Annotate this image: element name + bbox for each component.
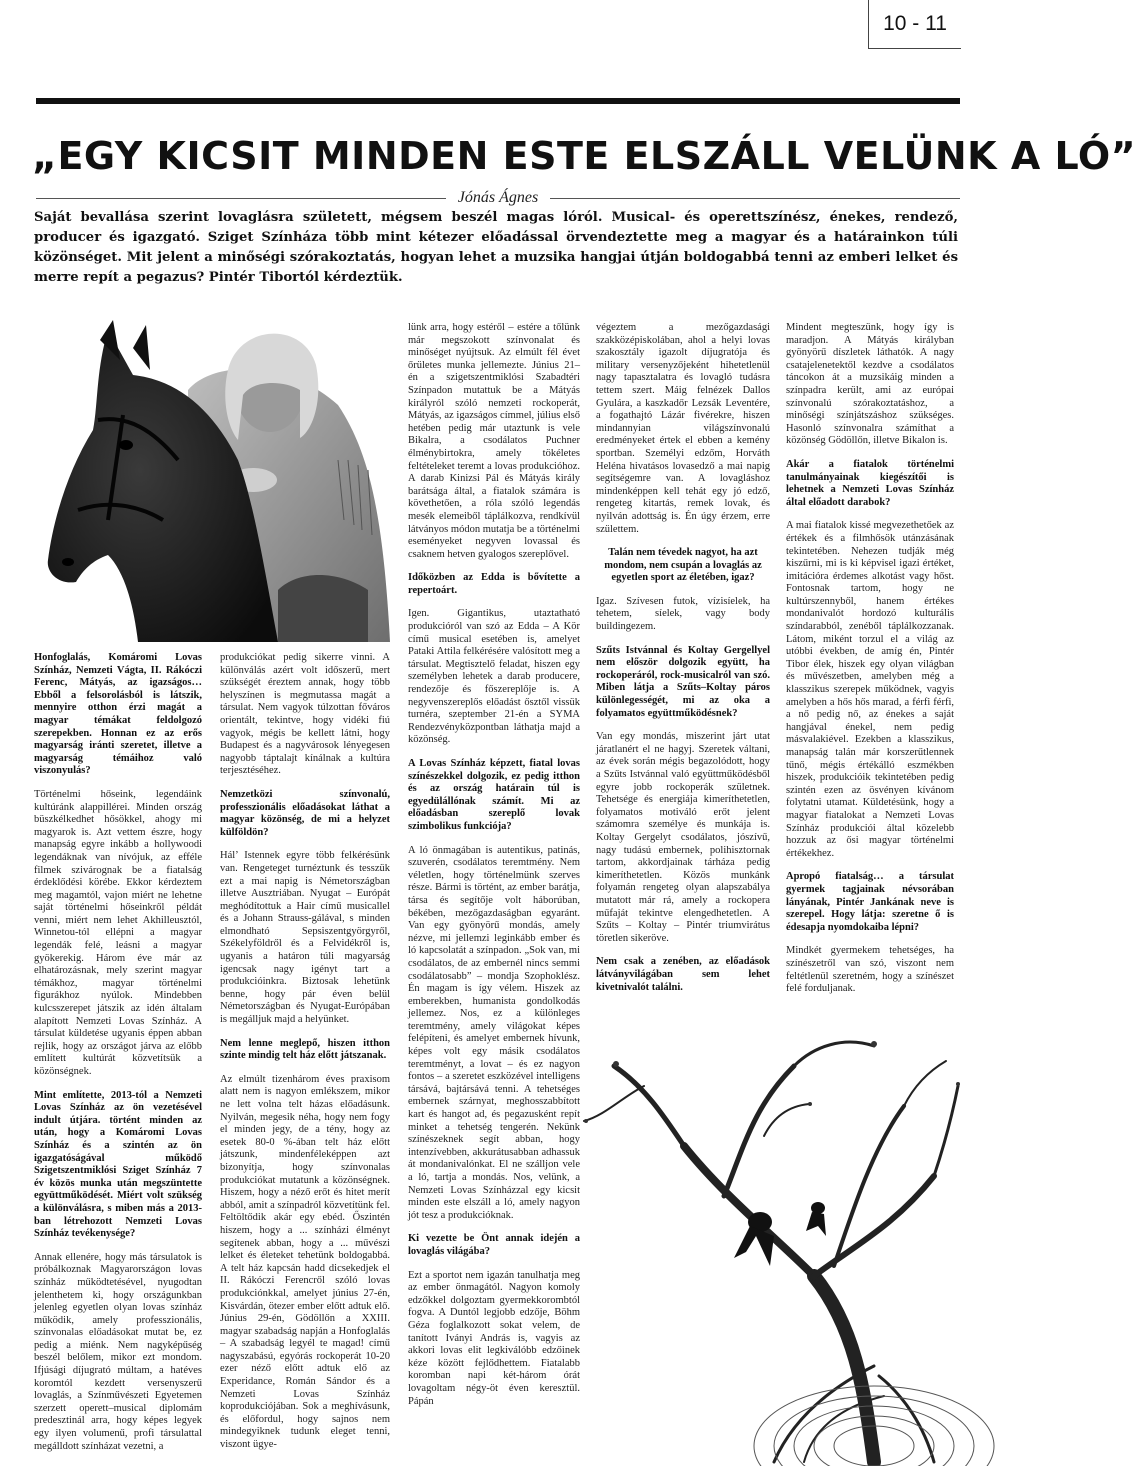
byline-rule-right <box>550 198 960 199</box>
question-paragraph: Mint említette, 2013-tól a Nemzeti Lovas Színház az ön vezetésével indult útjára. történt minden az után, hogy a Komáromi Lovas Színház és a szintén az ön igazgatóságával működő Szigetszentmiklósi Sziget Színház 7 év közös munka után megszüntette együttműködését. Miért volt szükség a különválásra, s miben más a 2013-ban létrehozott Nemzeti Lovas Színház tevékenysége? <box>34 1089 202 1240</box>
answer-paragraph: A ló önmagában is autentikus, patinás, szuverén, csodálatos teremtmény. Nem véletlen, hogy történelmünk szerves része. Bármi is történt, az ember barátja, társa és segítője volt háborúban, békében, mezőgazdaságban egyaránt. Van egy gyönyörű mondás, amely nézve, mi jellemzi leginkább ember és ló kapcsolatát a színpadon. „Sok van, mi csodálatos, de az embernél nincs semmi csodálatosabb” – mondja Szophoklész. Én magam is így vélem. Hiszek az emberekben, humanista gondolkodás jellemez. Nos, ez a különleges teremtmény, amely világokat képes felépíteni, és amelyet embernek hívunk, képes volt egy másik csodálatos teremtményt, a lovat – és ez nagyon fontos – a szeretet eszközével intelligens társává, bajtársává tenni. A tehetséges embernek szárnyat, meghosszabbított kart és hangot ad, és pegazusként repít minket a tehetség tengerén. Nekünk színészeknek segít abban, hogy intenzívebben, akkurátusabban adhassuk át mondanivalónkat. El ne szálljon vele a ló, tartja a mondás. Nos, velünk, a Nemzeti Lovas Színházzal egy kicsit minden este elszáll a ló, amely nagyon jót tesz a produkcióknak. <box>408 844 580 1221</box>
answer-paragraph: Mindent megteszünk, hogy így is maradjon. A Mátyás királyban gyönyörű díszletek láthatók. A nagy csatajelenetektől kezdve a csodálatos táncokon át a muzsikáig minden a színpadra került, ami az európai színvonalú szórakoztatáshoz, a minőségi színjátszáshoz szükséges. Hasonló színvonalra számíthat a közönség Gödöllőn, illetve Bikalon is. <box>786 322 954 447</box>
question-paragraph: Talán nem tévedek nagyot, ha azt mondom, nem csupán a lovaglás az egyetlen sport az életében, igaz? <box>604 547 762 584</box>
byline-row <box>36 186 960 210</box>
answer-paragraph: Ezt a sportot nem igazán tanulhatja meg az ember önmagától. Nagyon komoly edzőkkel dolgoztam gyermekkorombtól fogva. A Duntól legjobb edzője, Böhm Géza foglalkozott sokat velem, de tanított Iványi András is, vagyis az akkori lovas elit legkiválóbb edzőinek kéze között fejlődhettem. Fiatalabb koromban napi két-három órát lovagoltam négy-öt éven keresztül. Pápán <box>408 1269 580 1407</box>
top-rule <box>36 98 960 104</box>
answer-paragraph: Annak ellenére, hogy más társulatok is próbálkoznak Magyarországon lovas színház működtetésével, nyugodtan jelenthetem ki, hogy országunkban jelenleg egyetlen olyan lovas színház működik, amely professzionális, színvonalas előadásokat mutat be, ez pedig a miénk. Nem nagyképűség beszél belőlem, mikor ezt mondom. Ifjúsági díjugrató múltam, a hatéves koromtól kezdett versenyszerű lovaglás, a Színművészeti Egyetemen szerzett operett–musical diplomám predesztinál arra, hogy képes legyek egy ilyen volumenű, profi társulattal megálldott színházat vezetni, a <box>34 1251 202 1452</box>
answer-paragraph: lünk arra, hogy estéről – estére a tőlünk már megszokott színvonalat és minőséget nyújtsuk. Az elmúlt fél évet őrületes munka jellemezte. Június 21– én a szigetszentmiklósi Szabadtéri Színpadon mutattuk be a Mátyás királyról szóló nemzeti rockoperát, Mátyás, az igazságos címmel, július első hetében pedig már utaztunk is vele Bikalra, a csodálatos Puchner élménybirtokra, amely tökéletes feltételeket teremt a lovas produkcióhoz. A darab Kinizsi Pál és Mátyás király barátsága által, a fiatalok számára is követhetően, a róla szóló legendás mesék elemeiből táplálkozva, rendkívül látványos módon mutatja be a történelmi eseményeket negyven lovassal és csaknem hetven gyalogos szereplővel. <box>408 322 580 560</box>
article-headline: „EGY KICSIT MINDEN ESTE ELSZÁLL VELÜNK A LÓ” <box>32 134 1136 178</box>
answer-paragraph: Mindkét gyermekem tehetséges, ha színészetről van szó, viszont nem feltétlenül szeretném, hogy a színészet felé forduljanak. <box>786 945 954 995</box>
article-column-3 <box>408 322 580 1419</box>
question-paragraph: Nem lenne meglepő, hiszen itthon szinte mindig telt ház előtt játszanak. <box>220 1037 390 1062</box>
question-paragraph: Ki vezette be Önt annak idején a lovaglás világába? <box>408 1233 580 1257</box>
horse-rider-photo-illustration <box>38 320 392 642</box>
article-column-1 <box>34 652 202 1464</box>
question-paragraph: Apropó fiatalság… a társulat gyermek tagjainak névsorában lányának, Pintér Jankának neve is szerepel. Hogy látja: szeretne ő is édesapja nyomdokaiba lépni? <box>786 871 954 933</box>
question-paragraph: A Lovas Színház képzett, fiatal lovas színészekkel dolgozik, ez pedig itthon és az ország határain túl is egyedülállónak számít. Mi az előadásban szereplő lovak szimbolikus funkciója? <box>408 758 580 832</box>
answer-paragraph: A mai fiatalok kissé megvezethetőek az értékek és a filmhősök utánzásának tekintetében. Nehezen tudják még kiszűrni, mi is ki képvisel igazi értéket, imitációra érdemes alkotást vagy hőst. Fontosnak tartom, hogy ne kultúrszennyből, hanem értékes mondanivalót hordozó kulturális színdarabból, zenéből táplálkozzanak. Látom, miként torzul el a világ az utóbbi években, de amíg én, Pintér Tibor élek, hiszek egy olyan világban és művészetben, amelyben még a klasszikus szerepek működnek, vagyis amelyben a hős hős marad, a férfi férfi, a nő pedig nő, az énekes a saját hangjával énekel, nem pedig másvalakiével. Ezekben a klasszikus, manapság talán már korszerűtlennek tűnő, mégis értékálló eszmékben hiszek, produkcióik tekintetében pedig szintén ezen az ösvényen kívánom folytatni utamat. Küldetésünk, hogy a magyar fiatalokat a Nemzeti Lovas Színház produkciói által közelebb hozzuk az ősi magyar történelmi értékekhez. <box>786 520 954 859</box>
question-paragraph: Nem csak a zenében, az előadások látványvilágában sem lehet kivetnivalót találni. <box>596 956 770 993</box>
question-paragraph: Akár a fiatalok történelmi tanulmányainak kiegészítői is lehetnek a Nemzeti Lovas Színház által előadott darabok? <box>786 458 954 508</box>
answer-paragraph: Történelmi hőseink, legendáink kultúránk alappillérei. Minden ország büszkélkedhet hősökkel, ahogy mi magyarok is. Azt vettem észre, hogy manapság egyre inkább a hollywoodi legendáknak van nívójuk, az efféle filmek szivárognak be a fiatalság érdeklődési körébe. Ekkor kérdeztem meg magamtól, vajon miért ne lehetne saját történelmi hőseinkről példát venni, miért nem lehet Akhilleusztól, Winnetou-tól ellépni a magyar legendák felé, leásni a magyar gyökerekig. Három éve már az elhatározásnak, mely szerint magyar témákhoz, magyar történelmi figurákhoz nyúlok. Mindebben kulcsszerepet játszik az idén általam alapított Nemzeti Lovas Színház. A társulat küldetése ugyanis éppen abban rejlik, hogy az országot járva az előbb említett kultúrát közvetítsük a közönségnek. <box>34 788 202 1077</box>
article-column-2 <box>220 652 390 1463</box>
lead-paragraph: Saját bevallása szerint lovaglásra született, mégsem beszél magas lóról. Musical- és operettszínész, énekes, rendező, producer és igazgató. Sziget Színháza több mint kétezer előadással örvendeztette meg a magyar és a határainkon túli közönséget. Mit jelent a minőségi szórakoztatás, hogyan lehet a muzsika hangjai útján boldogabbá tenni az emberi lelket és merre repít a pegazus? Pintér Tibortól kérdeztük. <box>34 210 958 285</box>
question-paragraph: Szűts Istvánnal és Koltay Gergellyel nem először dolgozik együtt, ha rockoperáról, rock-musicalról van szó. Miben látja a Szűts–Koltay páros különlegességét, mi az oka a folyamatos együttműködésnek? <box>596 644 770 719</box>
horse-rider-photo <box>38 320 392 642</box>
answer-paragraph: Igaz. Szívesen futok, vízisíelek, ha tehetem, síelek, vagy body buildingezem. <box>596 595 770 633</box>
answer-paragraph: Hál’ Istennek egyre több felkérésünk van. Rengeteget turnéztunk és tesszük ezt a mai napig is Németországban illetve Ausztriában. Nyugat – Európát meghódítottuk a Hair című musicallel és a Johann Strauss-gálával, s minden elmondható Sepsiszentgyörgyről, Székelyföldről és a Felvidékről is, ugyanis a határon túli magyarság igencsak nagy igényt tart a produkcióinkra. Biztosak lehetünk benne, hogy pár éven belül Németországban és Nyugat-Európában is megálljuk majd a helyünket. <box>220 850 390 1026</box>
answer-paragraph: produkciókat pedig sikerre vinni. A különválás azért volt időszerű, mert szükségét éreztem annak, hogy több helyszínen is megmutassa magát a társulat. Nem vagyok túlzottan főváros orientált, tekintve, hogy vidéki fiú vagyok, mégis be kellett látni, hogy Budapest és a nagyvárosok lényegesen nagyobb táptalajt kínálnak a kultúra terjesztéséhez. <box>220 652 390 777</box>
article-column-4 <box>596 322 770 1005</box>
page-number: 10 - 11 <box>868 0 961 49</box>
author-byline: Jónás Ágnes <box>457 189 539 206</box>
answer-paragraph: Az elmúlt tizenhárom éves praxisom alatt nem is nagyon emlékszem, mikor ne lett volna telt házas előadásunk. Nyilván, megesik néha, hogy nem fogy el minden jegy, de a tény, hogy az esetek 80-0 %-ában telt ház előtt játszunk, mindenféleképpen azt bizonyítja, hogy színvonalas produkciókat mutatunk a közönségnek. Hiszem, hogy a néző erőt és hitet merít abból, amit a színpadról közvetítünk fel. Feltöltődik akár egy ebéd. Őszintén hiszem, hogy a ... színházi élményt segítenek abban, hogy a ... művészi lelket és életeket tehetünk boldogabbá. A telt ház kapcsán hadd dicsekedjek el II. Rákóczi Ferencről szóló lovas produkciónkkal, amelyet június 27-én, Kisvárdán, ötezer ember előtt adtuk elő. Június 29-én, Gödöllőn a XXIII. magyar szabadság napján a Honfoglalás – A szabadság legyél te magad! című nagyszabású, egyórás rockoperát 10-20 ezer néző előtt adtuk elő az Experidance, Román Sándor és a Nemzeti Lovas Színház koprodukciójában. Sok a meghívásunk, és előfordul, hogy sajnos nem mindegyiknek tudunk eleget tenni, viszont ügye- <box>220 1073 390 1451</box>
byline-rule-left <box>36 198 446 199</box>
question-paragraph: Időközben az Edda is bővítette a repertoárt. <box>408 572 580 596</box>
article-column-5 <box>786 322 954 1007</box>
answer-paragraph: végeztem a mezőgazdasági szakközépiskolában, ahol a helyi lovas szakosztály igazolt díjugratója és military versenyzőjeként hihetetlenül nagy tapasztalatra és lovagló tudásra tettem szert. Máig felnézek Dallos Gyulára, a kaszkadőr Lezsák Leventére, a fogathajtó Lázár fivérekre, hiszen mindannyian világszínvonalú eredményeket értek el ebben a kemény sportban. Személyi edzőm, Horváth Heléna hivatásos lovasedző a mai napig segítségemre van. A lovagláshoz mindenképpen kell tehát egy jó edző, rengeteg kitartás, remek lovak, és nyilván adottság is. Én úgy érzem, erre születtem. <box>596 322 770 535</box>
question-paragraph: Honfoglalás, Komáromi Lovas Színház, Nemzeti Vágta, II. Rákóczi Ferenc, Mátyás, az igazságos… Ebből a felsorolásból is látszik, mennyire otthon érzi magát a magyar témákat feldolgozó szerepekben. Honnan ez az erős magyarság iránti szeretet, illetve a magyarság témáihoz való viszonyulás? <box>34 652 202 777</box>
tree-illustration-drawing <box>574 1026 960 1462</box>
question-paragraph: Nemzetközi színvonalú, professzionális előadásokat láthat a magyar közönség, de mi a helyzet külföldön? <box>220 788 390 838</box>
tree-illustration <box>574 1026 960 1462</box>
answer-paragraph: Van egy mondás, miszerint járt utat járatlanért el ne hagyj. Szeretek váltani, az évek során mégis begazolódott, hogy a Szűts Istvánnal való együttműködésből egyre jobb rockoperák születnek. Tehetsége és energiája kimeríthetetlen, folyamatos motiváló erőt jelent számomra személye és munkája is. Koltay Gergelyt csodálatos, jószívű, nagy tudású embernek, polihisztornak tartom, akkordjainak tárháza pedig kimeríthetetlen. Közös munkánk folyamán rengeteg olyan alapszabálya mutatott már rá, amely a rockopera műfaját tekintve elengedhetetlen. A Szűts – Koltay – Pintér triumvirátus töretlen sikeröve. <box>596 731 770 944</box>
answer-paragraph: Igen. Gigantikus, utaztatható produkcióról van szó az Edda – A Kör című musical esetében is, amelyet Pataki Attila felkérésére valósított meg a társulat. Megtisztelő feladat, hiszen egy személyben lehetek a darab producere, rendezője és főszereplője is. A negyvenszereplős előadást ősztől vissük turnéra, szeptember 21-én a SYMA Rendezvényközpontban láthatja majd a közönség. <box>408 608 580 746</box>
